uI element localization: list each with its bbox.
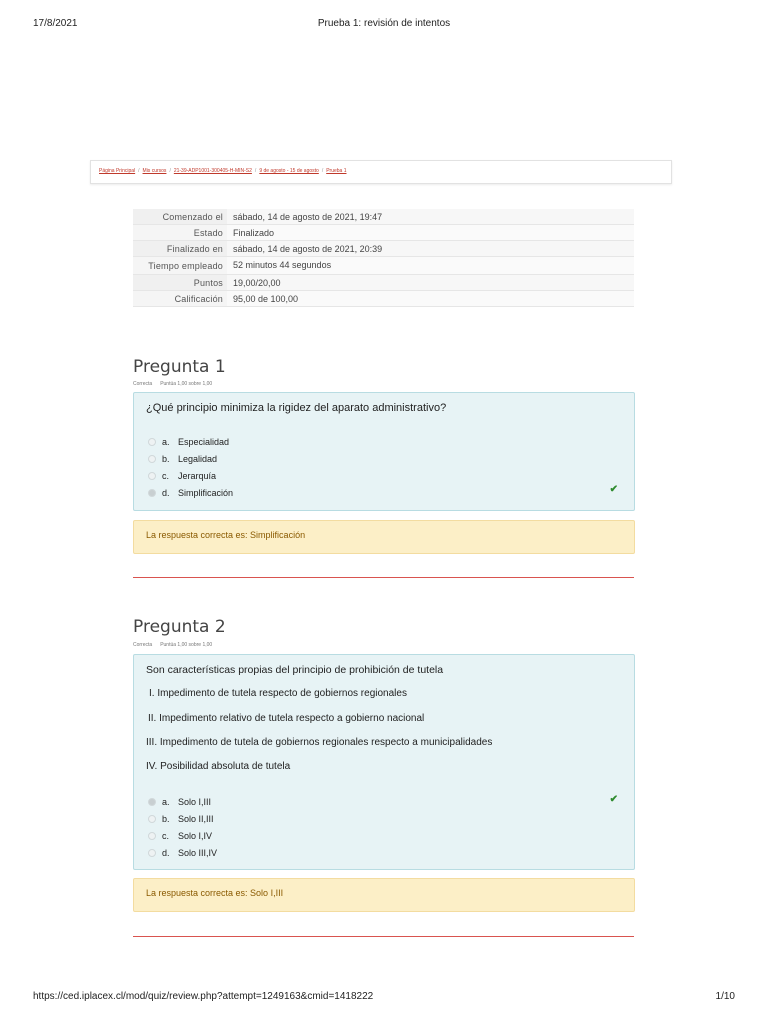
question-1-meta bbox=[133, 381, 212, 387]
question-2-meta bbox=[133, 642, 212, 648]
question-divider bbox=[133, 577, 634, 578]
summary-row-started bbox=[133, 209, 634, 225]
radio-button[interactable] bbox=[148, 438, 156, 446]
option-letter: a. bbox=[162, 796, 170, 807]
summary-label: Calificación bbox=[133, 291, 227, 307]
answer-option-b[interactable] bbox=[148, 810, 217, 827]
question-1-title bbox=[133, 357, 226, 377]
answer-option-b[interactable] bbox=[148, 450, 233, 467]
option-letter: d. bbox=[162, 487, 170, 498]
summary-value: sábado, 14 de agosto de 2021, 19:47 bbox=[227, 209, 634, 225]
option-letter: c. bbox=[162, 470, 170, 481]
radio-button-selected[interactable] bbox=[148, 798, 156, 806]
breadcrumb-bar bbox=[90, 160, 672, 184]
radio-button[interactable] bbox=[148, 472, 156, 480]
question-statement-line: II. Impedimento relativo de tutela respecto a gobierno nacional bbox=[148, 713, 425, 724]
summary-value: 95,00 de 100,00 bbox=[227, 291, 634, 307]
print-page-number: 1/10 bbox=[715, 991, 735, 1002]
question-score: Puntúa 1,00 sobre 1,00 bbox=[160, 642, 213, 648]
breadcrumb-week-link[interactable]: 9 de agosto - 15 de agosto bbox=[259, 168, 319, 174]
breadcrumb bbox=[99, 168, 347, 174]
answer-option-a[interactable] bbox=[148, 793, 217, 810]
question-title-word: Pregunta bbox=[133, 617, 210, 637]
option-label: Solo III,IV bbox=[178, 847, 218, 858]
option-label: Simplificación bbox=[178, 487, 234, 498]
option-letter: a. bbox=[162, 436, 170, 447]
question-status: Correcta bbox=[133, 642, 153, 648]
option-label: Solo I,IV bbox=[178, 830, 213, 841]
correct-check-icon: ✔ bbox=[609, 484, 618, 495]
breadcrumb-separator: / bbox=[254, 168, 257, 174]
question-1-box bbox=[133, 392, 635, 511]
summary-value: Finalizado bbox=[227, 225, 634, 241]
breadcrumb-my-courses-link[interactable]: Mis cursos bbox=[142, 168, 167, 174]
option-label: Legalidad bbox=[178, 453, 218, 464]
question-text: ¿Qué principio minimiza la rigidez del aparato administrativo? bbox=[146, 402, 447, 414]
answer-option-d[interactable] bbox=[148, 844, 217, 861]
summary-row-grade bbox=[133, 291, 634, 307]
summary-label: Finalizado en bbox=[133, 241, 227, 257]
summary-row-time bbox=[133, 257, 634, 275]
breadcrumb-separator: / bbox=[138, 168, 140, 174]
question-number: 2 bbox=[214, 617, 226, 637]
radio-button-selected[interactable] bbox=[148, 489, 156, 497]
breadcrumb-course-link[interactable]: 21-39-ADP1001-300405-H-MIN-S2 bbox=[173, 168, 252, 174]
question-statement-line: III. Impedimento de tutela de gobiernos regionales respecto a municipalidades bbox=[146, 737, 493, 748]
correct-check-icon: ✔ bbox=[609, 794, 618, 805]
summary-row-state bbox=[133, 225, 634, 241]
breadcrumb-separator: / bbox=[169, 168, 171, 174]
print-date: 17/8/2021 bbox=[33, 18, 78, 29]
correct-answer-feedback: La respuesta correcta es: Simplificación bbox=[146, 530, 306, 540]
option-letter: c. bbox=[162, 830, 170, 841]
attempt-summary-table bbox=[133, 208, 634, 307]
breadcrumb-quiz-link[interactable]: Prueba 1 bbox=[326, 168, 347, 174]
question-2-title bbox=[133, 617, 226, 637]
option-label: Solo II,III bbox=[178, 813, 214, 824]
radio-button[interactable] bbox=[148, 849, 156, 857]
question-divider bbox=[133, 936, 634, 937]
summary-label: Tiempo empleado bbox=[133, 257, 227, 275]
question-text: Son características propias del principio de prohibición de tutela bbox=[146, 664, 444, 676]
summary-label: Puntos bbox=[133, 275, 227, 291]
question-number: 1 bbox=[214, 357, 226, 377]
summary-label: Comenzado el bbox=[133, 209, 227, 225]
breadcrumb-separator: / bbox=[321, 168, 324, 174]
question-2-box bbox=[133, 654, 635, 870]
summary-value: sábado, 14 de agosto de 2021, 20:39 bbox=[227, 241, 634, 257]
breadcrumb-home-link[interactable]: Página Principal bbox=[99, 168, 136, 174]
answer-list bbox=[148, 793, 217, 861]
answer-option-d[interactable] bbox=[148, 484, 233, 501]
question-statement-line: IV. Posibilidad absoluta de tutela bbox=[146, 761, 291, 772]
question-statement-line: I. Impedimento de tutela respecto de gobiernos regionales bbox=[149, 688, 407, 699]
radio-button[interactable] bbox=[148, 815, 156, 823]
answer-option-c[interactable] bbox=[148, 827, 217, 844]
question-2-feedback bbox=[133, 878, 635, 912]
answer-list bbox=[148, 433, 233, 501]
option-letter: b. bbox=[162, 813, 170, 824]
radio-button[interactable] bbox=[148, 455, 156, 463]
radio-button[interactable] bbox=[148, 832, 156, 840]
option-letter: d. bbox=[162, 847, 170, 858]
print-url: https://ced.iplacex.cl/mod/quiz/review.php?attempt=1249163&cmid=1418222 bbox=[33, 991, 374, 1002]
print-title: Prueba 1: revisión de intentos bbox=[317, 18, 451, 29]
answer-option-c[interactable] bbox=[148, 467, 233, 484]
summary-value: 19,00/20,00 bbox=[227, 275, 634, 291]
question-1-feedback bbox=[133, 520, 635, 554]
answer-option-a[interactable] bbox=[148, 433, 233, 450]
summary-value: 52 minutos 44 segundos bbox=[227, 257, 634, 275]
question-status: Correcta bbox=[133, 381, 153, 387]
option-label: Solo I,III bbox=[178, 796, 212, 807]
question-score: Puntúa 1,00 sobre 1,00 bbox=[160, 381, 213, 387]
option-label: Jerarquía bbox=[178, 470, 217, 481]
option-label: Especialidad bbox=[178, 436, 230, 447]
correct-answer-feedback: La respuesta correcta es: Solo I,III bbox=[146, 888, 284, 898]
summary-row-finished bbox=[133, 241, 634, 257]
option-letter: b. bbox=[162, 453, 170, 464]
summary-row-points bbox=[133, 275, 634, 291]
summary-label: Estado bbox=[133, 225, 227, 241]
question-title-word: Pregunta bbox=[133, 357, 210, 377]
